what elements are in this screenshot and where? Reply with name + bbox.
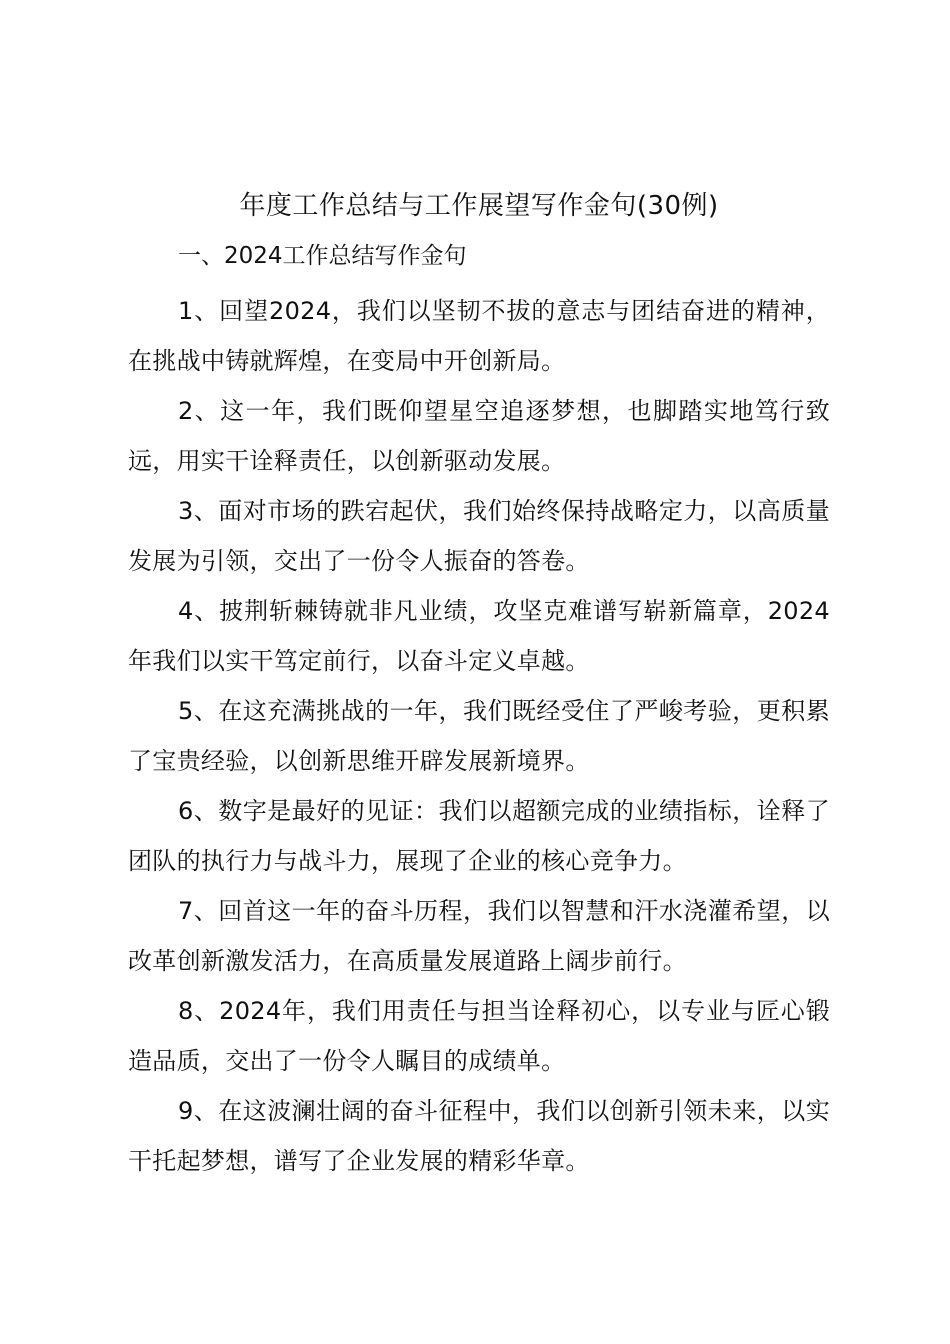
quote-entry-1: 1、回望2024，我们以坚韧不拔的意志与团结奋进的精神，在挑战中铸就辉煌，在变局中开创新局。 xyxy=(128,297,830,375)
quote-entry-9: 9、在这波澜壮阔的奋斗征程中，我们以创新引领未来，以实干托起梦想，谱写了企业发展的精彩华章。 xyxy=(128,1097,830,1175)
quote-entry-3: 3、面对市场的跌宕起伏，我们始终保持战略定力，以高质量发展为引领，交出了一份令人振奋的答卷。 xyxy=(128,497,830,575)
quote-entry-6: 6、数字是最好的见证：我们以超额完成的业绩指标，诠释了团队的执行力与战斗力，展现了企业的核心竞争力。 xyxy=(128,797,830,875)
quote-entry-4: 4、披荆斩棘铸就非凡业绩，攻坚克难谱写崭新篇章，2024年我们以实干笃定前行，以奋斗定义卓越。 xyxy=(128,597,830,675)
document-page xyxy=(128,186,830,1186)
quote-entry-2: 2、这一年，我们既仰望星空追逐梦想，也脚踏实地笃行致远，用实干诠释责任，以创新驱动发展。 xyxy=(128,397,830,475)
quote-entry-5: 5、在这充满挑战的一年，我们既经受住了严峻考验，更积累了宝贵经验，以创新思维开辟发展新境界。 xyxy=(128,697,830,775)
section-heading: 一、2024工作总结写作金句 xyxy=(178,243,467,269)
document-title: 年度工作总结与工作展望写作金句(30例) xyxy=(239,191,719,221)
quote-entry-7: 7、回首这一年的奋斗历程，我们以智慧和汗水浇灌希望，以改革创新激发活力，在高质量发展道路上阔步前行。 xyxy=(128,897,830,975)
quote-entry-8: 8、2024年，我们用责任与担当诠释初心，以专业与匠心锻造品质，交出了一份令人瞩目的成绩单。 xyxy=(128,997,830,1075)
